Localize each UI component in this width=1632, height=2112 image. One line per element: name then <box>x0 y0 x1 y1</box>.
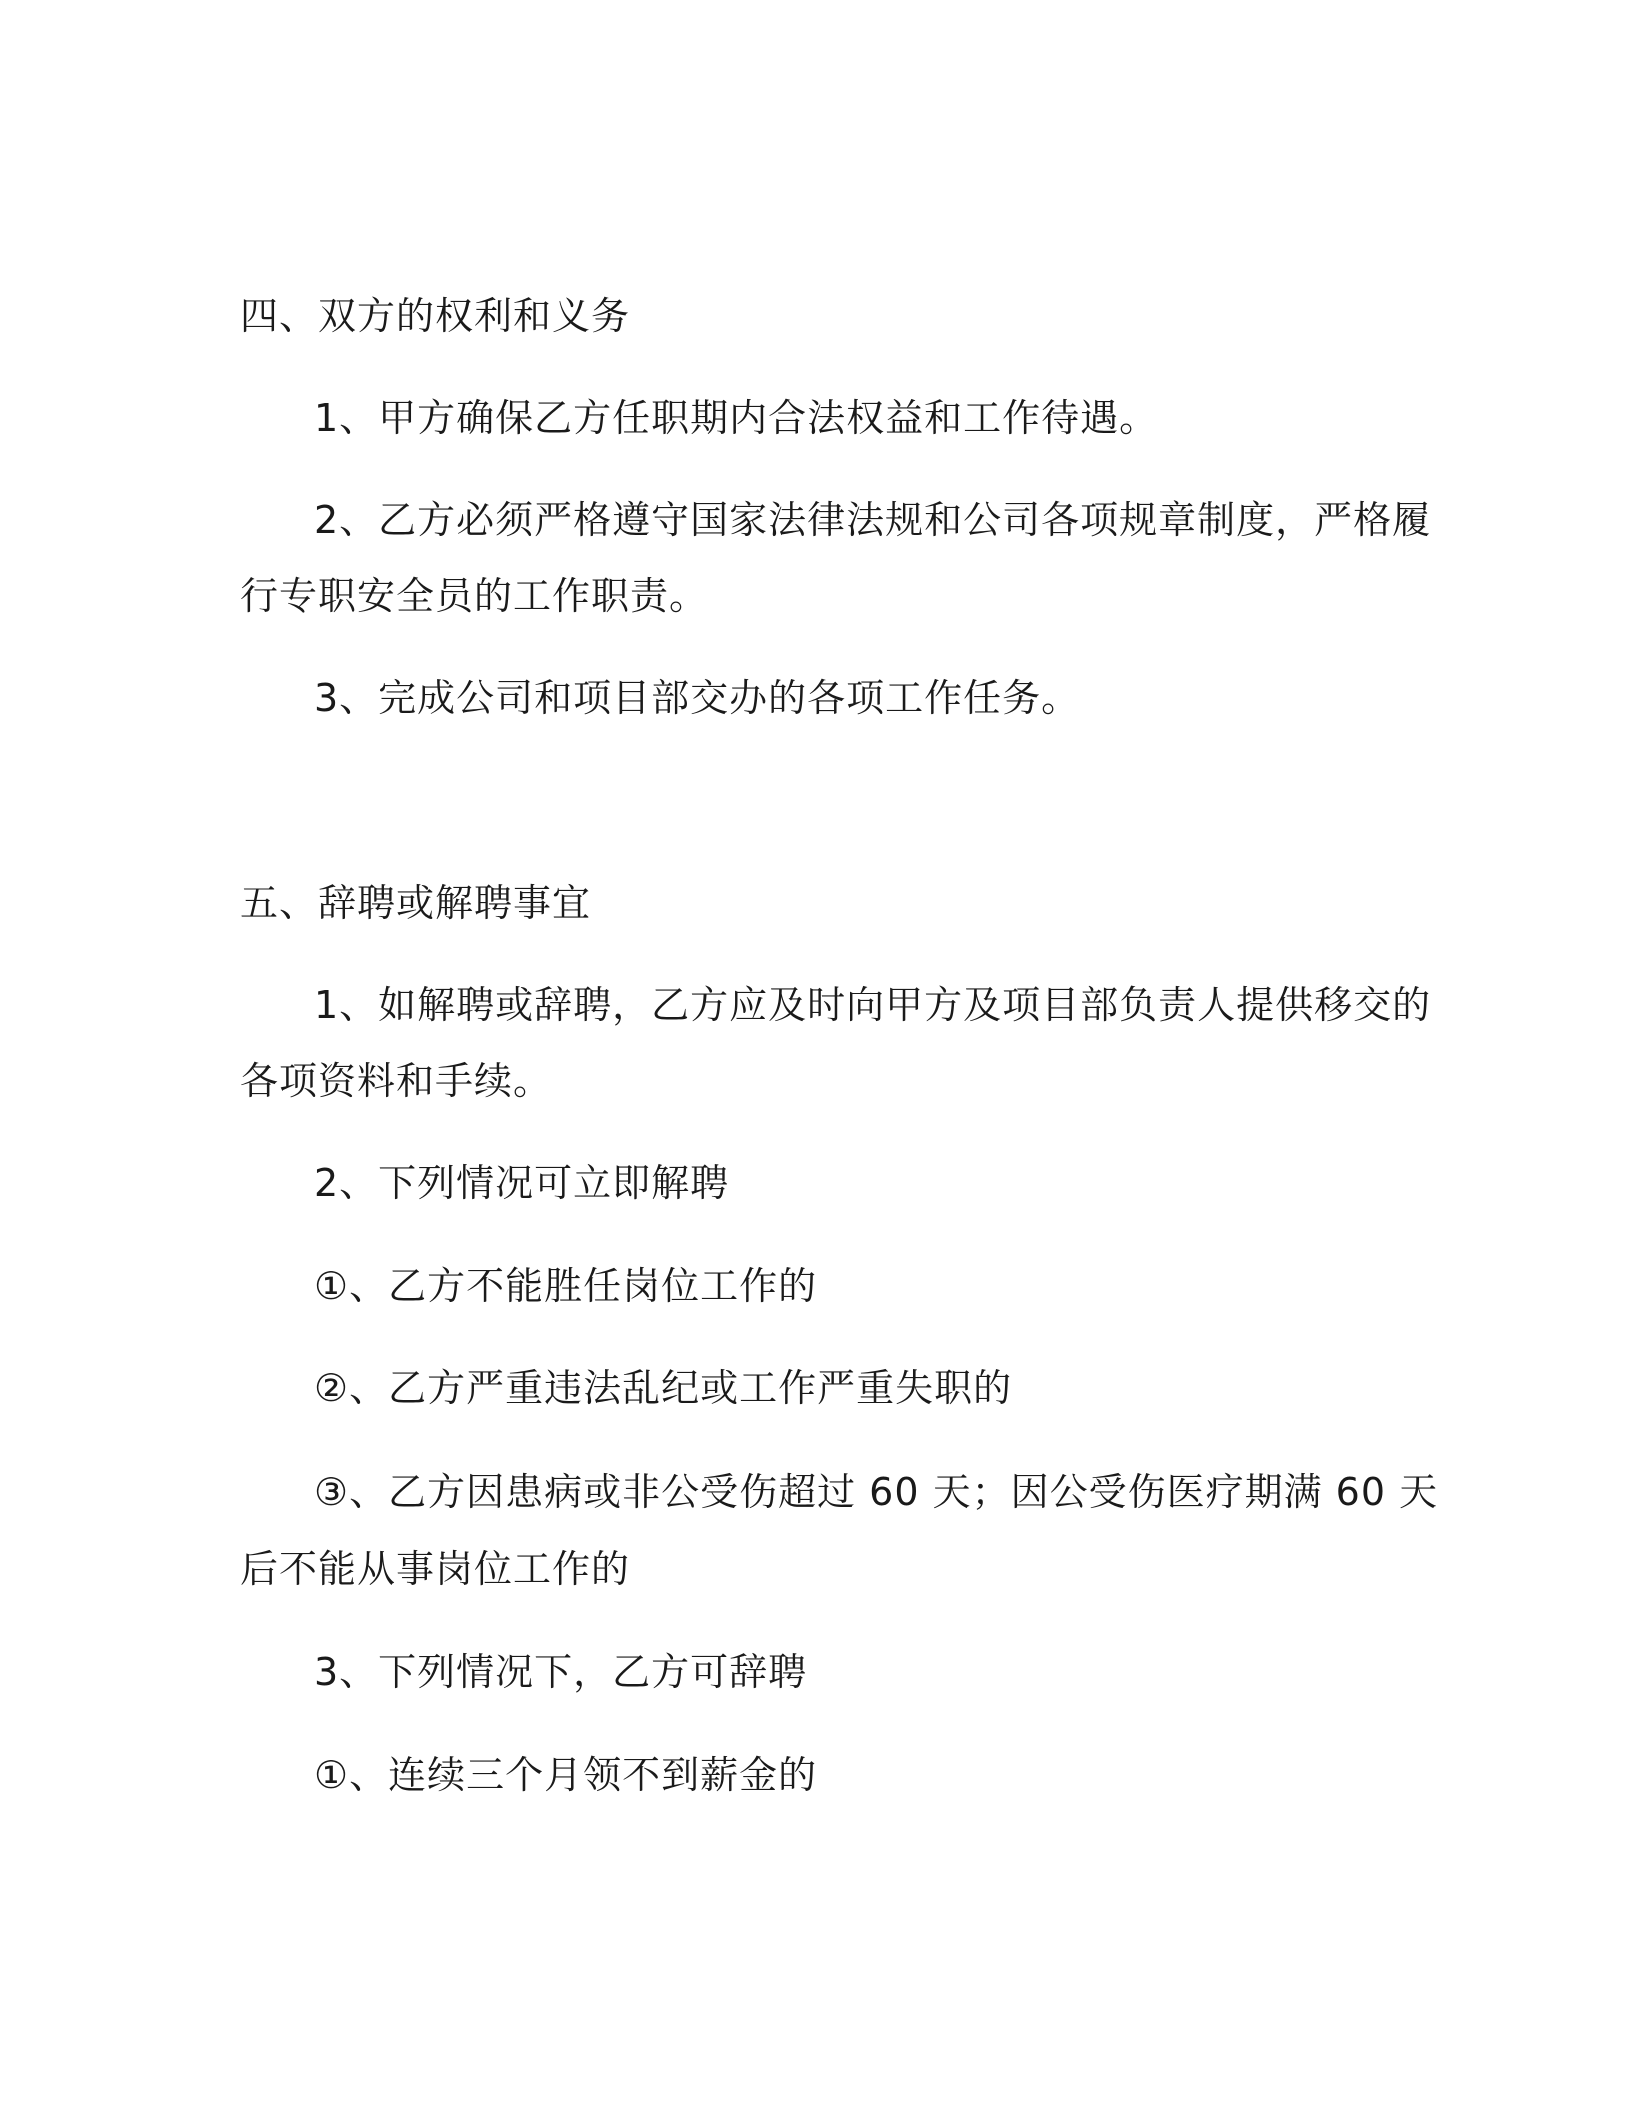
paragraph-5-3-sub-1: ①、连续三个月领不到薪金的 <box>314 1753 818 1797</box>
paragraph-4-2-line-1: 2、乙方必须严格遵守国家法律法规和公司各项规章制度，严格履 <box>314 498 1432 542</box>
paragraph-5-2-sub-3-line-1: ③、乙方因患病或非公受伤超过 60 天；因公受伤医疗期满 60 天 <box>314 1470 1439 1514</box>
paragraph-5-2: 2、下列情况可立即解聘 <box>314 1161 730 1205</box>
paragraph-4-3: 3、完成公司和项目部交办的各项工作任务。 <box>314 676 1081 720</box>
paragraph-5-2-sub-3-line-2: 后不能从事岗位工作的 <box>240 1547 631 1591</box>
section-heading-rights-obligations: 四、双方的权利和义务 <box>240 294 631 338</box>
paragraph-5-3: 3、下列情况下，乙方可辞聘 <box>314 1650 808 1694</box>
paragraph-5-2-sub-2: ②、乙方严重违法乱纪或工作严重失职的 <box>314 1366 1013 1410</box>
paragraph-4-1: 1、甲方确保乙方任职期内合法权益和工作待遇。 <box>314 396 1159 440</box>
paragraph-5-2-sub-1: ①、乙方不能胜任岗位工作的 <box>314 1264 818 1308</box>
paragraph-5-1-line-2: 各项资料和手续。 <box>240 1059 553 1103</box>
paragraph-5-1-line-1: 1、如解聘或辞聘，乙方应及时向甲方及项目部负责人提供移交的 <box>314 983 1432 1027</box>
section-heading-resignation-dismissal: 五、辞聘或解聘事宜 <box>240 881 592 925</box>
paragraph-4-2-line-2: 行专职安全员的工作职责。 <box>240 574 709 618</box>
